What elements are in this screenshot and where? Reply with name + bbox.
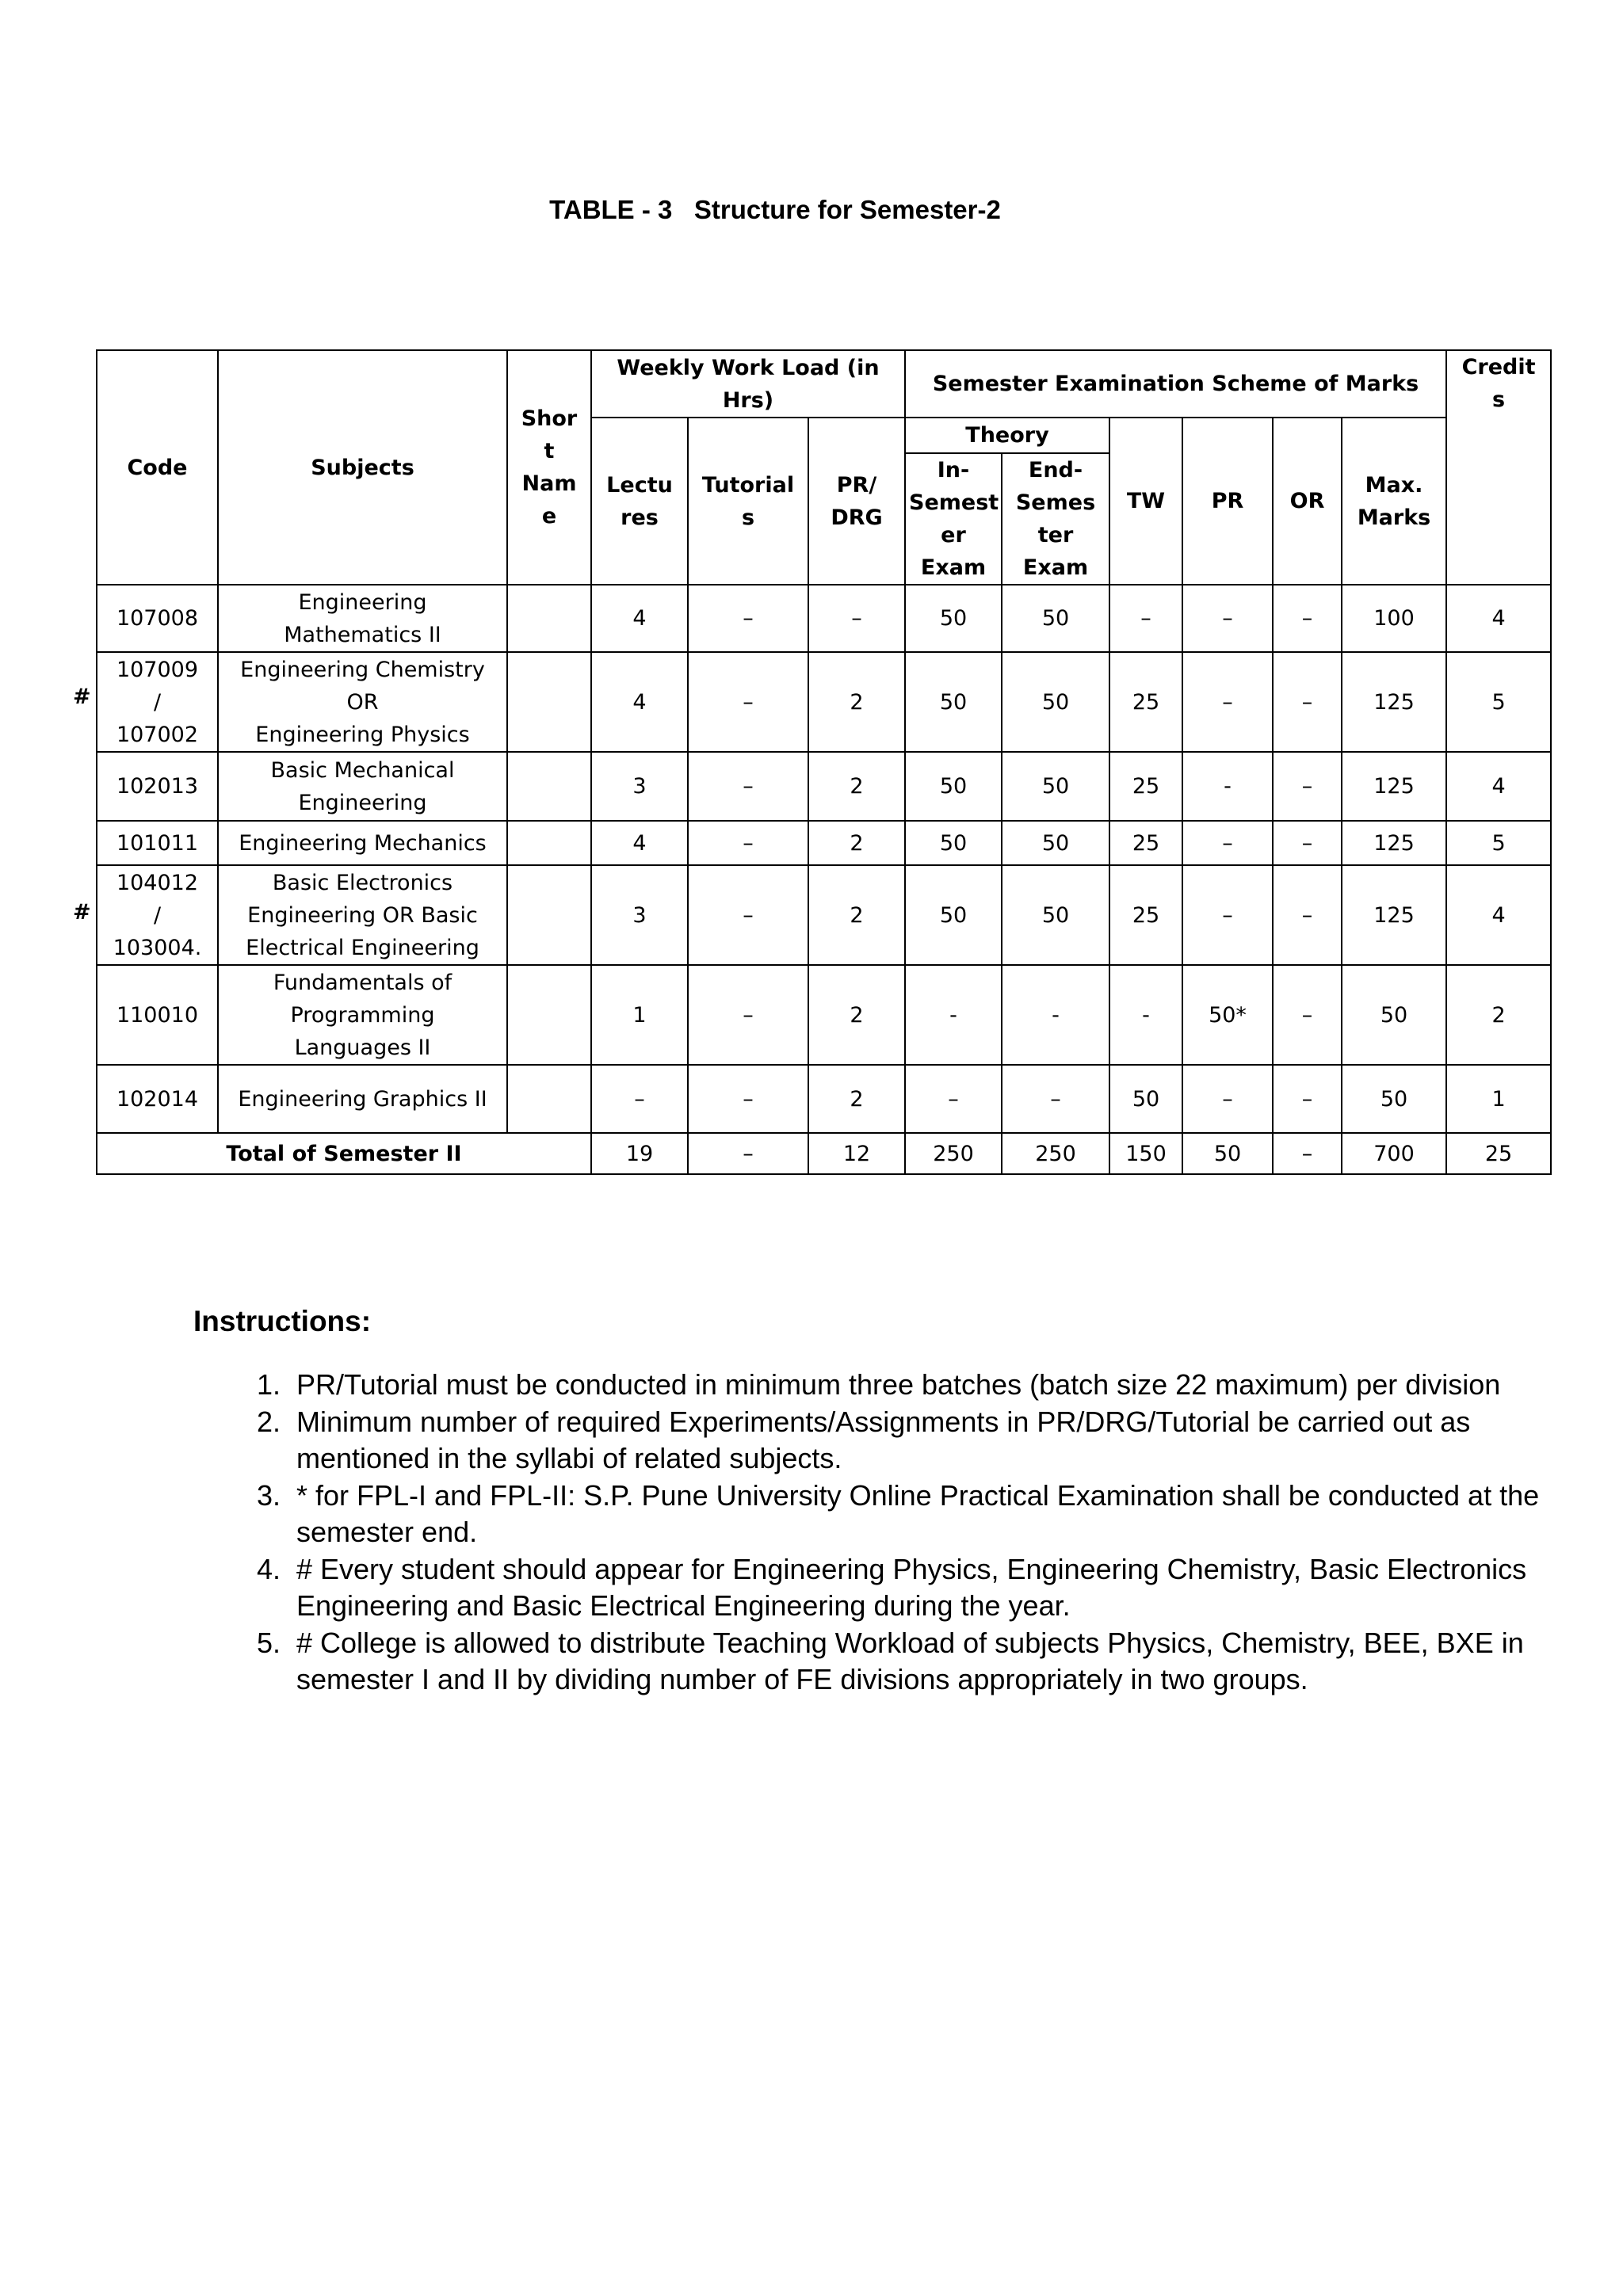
cell-pr: – [1182, 1065, 1273, 1133]
cell-code: 101011 [97, 821, 218, 865]
cell-subject: Basic Electronics Engineering OR Basic Electrical Engineering [218, 865, 507, 965]
cell-credits: 1 [1446, 1065, 1551, 1133]
cell-lectures: 4 [591, 652, 688, 752]
total-in-sem: 250 [905, 1133, 1002, 1174]
instructions-list [193, 1367, 1549, 1699]
cell-max-marks: 50 [1342, 1065, 1446, 1133]
cell-or: – [1273, 965, 1342, 1065]
cell-pr-drg: 2 [808, 965, 905, 1065]
cell-max-marks: 125 [1342, 752, 1446, 821]
cell-end-sem: 50 [1002, 821, 1109, 865]
cell-max-marks: 125 [1342, 821, 1446, 865]
cell-tutorials: – [688, 865, 808, 965]
list-item: 3. * for FPL-I and FPL-II: S.P. Pune University Online Practical Examination shall be conducted at the semester end. [288, 1478, 1549, 1551]
total-pr-drg: 12 [808, 1133, 905, 1174]
cell-credits: 5 [1446, 652, 1551, 752]
cell-or: – [1273, 752, 1342, 821]
cell-pr-drg: 2 [808, 865, 905, 965]
table-row [97, 965, 1551, 1065]
table-row [97, 1065, 1551, 1133]
total-credits: 25 [1446, 1133, 1551, 1174]
cell-subject: Engineering Mathematics II [218, 585, 507, 652]
list-item: 4. # Every student should appear for Engineering Physics, Engineering Chemistry, Basic Electronics Engineering and Basic Electrical Engineering during the year. [288, 1551, 1549, 1625]
header-code: Code [97, 350, 218, 585]
cell-short-name [507, 652, 591, 752]
total-end-sem: 250 [1002, 1133, 1109, 1174]
cell-lectures: 4 [591, 585, 688, 652]
header-subjects: Subjects [218, 350, 507, 585]
cell-or: – [1273, 865, 1342, 965]
header-tw: TW [1109, 418, 1182, 585]
page-title: TABLE - 3 Structure for Semester-2 [549, 195, 1001, 224]
cell-in-sem: – [905, 1065, 1002, 1133]
cell-credits: 4 [1446, 585, 1551, 652]
cell-lectures: 3 [591, 752, 688, 821]
cell-short-name [507, 585, 591, 652]
cell-code: 107008 [97, 585, 218, 652]
total-max-marks: 700 [1342, 1133, 1446, 1174]
semester-structure-table [96, 349, 1552, 1175]
cell-end-sem: 50 [1002, 652, 1109, 752]
cell-subject: Basic Mechanical Engineering [218, 752, 507, 821]
total-tw: 150 [1109, 1133, 1182, 1174]
cell-tw: 25 [1109, 652, 1182, 752]
header-pr: PR [1182, 418, 1273, 585]
cell-pr: – [1182, 652, 1273, 752]
cell-max-marks: 125 [1342, 652, 1446, 752]
cell-tw: 25 [1109, 752, 1182, 821]
total-lectures: 19 [591, 1133, 688, 1174]
cell-tw: 25 [1109, 865, 1182, 965]
table-row [97, 752, 1551, 821]
cell-or: – [1273, 1065, 1342, 1133]
cell-subject: Engineering Chemistry OR Engineering Physics [218, 652, 507, 752]
cell-subject: Engineering Graphics II [218, 1065, 507, 1133]
cell-max-marks: 125 [1342, 865, 1446, 965]
cell-credits: 4 [1446, 752, 1551, 821]
header-tutorials: Tutorial s [688, 418, 808, 585]
cell-pr: - [1182, 752, 1273, 821]
cell-short-name [507, 965, 591, 1065]
total-label: Total of Semester II [97, 1133, 591, 1174]
total-pr: 50 [1182, 1133, 1273, 1174]
list-item: 1. PR/Tutorial must be conducted in minimum three batches (batch size 22 maximum) per division [288, 1367, 1549, 1404]
cell-tutorials: – [688, 585, 808, 652]
header-or: OR [1273, 418, 1342, 585]
header-lectures: Lectu res [591, 418, 688, 585]
cell-tw: 50 [1109, 1065, 1182, 1133]
cell-end-sem: - [1002, 965, 1109, 1065]
cell-pr-drg: 2 [808, 752, 905, 821]
header-exam-scheme: Semester Examination Scheme of Marks [905, 350, 1446, 418]
list-item: 2. Minimum number of required Experiments/Assignments in PR/DRG/Tutorial be carried out as mentioned in the syllabi of related subjects. [288, 1404, 1549, 1478]
header-credits: Credit s [1446, 350, 1551, 585]
cell-pr: – [1182, 865, 1273, 965]
cell-end-sem: 50 [1002, 752, 1109, 821]
cell-tutorials: – [688, 1065, 808, 1133]
cell-or: – [1273, 585, 1342, 652]
cell-in-sem: 50 [905, 652, 1002, 752]
cell-short-name [507, 821, 591, 865]
cell-subject: Engineering Mechanics [218, 821, 507, 865]
cell-pr-drg: 2 [808, 1065, 905, 1133]
cell-pr-drg: – [808, 585, 905, 652]
header-weekly-workload: Weekly Work Load (in Hrs) [591, 350, 905, 418]
header-in-semester-exam: In- Semest er Exam [905, 453, 1002, 585]
header-short-name: Shor t Nam e [507, 350, 591, 585]
total-row [97, 1133, 1551, 1174]
cell-code: 102014 [97, 1065, 218, 1133]
cell-credits: 5 [1446, 821, 1551, 865]
cell-tw: 25 [1109, 821, 1182, 865]
row-marker: # [73, 900, 91, 925]
cell-lectures: 4 [591, 821, 688, 865]
cell-pr-drg: 2 [808, 652, 905, 752]
cell-lectures: 1 [591, 965, 688, 1065]
header-pr-drg: PR/ DRG [808, 418, 905, 585]
row-marker: # [73, 685, 91, 709]
total-or: – [1273, 1133, 1342, 1174]
cell-short-name [507, 865, 591, 965]
cell-tutorials: – [688, 752, 808, 821]
cell-code: 110010 [97, 965, 218, 1065]
cell-in-sem: 50 [905, 585, 1002, 652]
table-row [97, 821, 1551, 865]
cell-pr: – [1182, 821, 1273, 865]
cell-tutorials: – [688, 965, 808, 1065]
cell-end-sem: – [1002, 1065, 1109, 1133]
header-max-marks: Max. Marks [1342, 418, 1446, 585]
total-tutorials: – [688, 1133, 808, 1174]
cell-tw: – [1109, 585, 1182, 652]
table-row [97, 865, 1551, 965]
header-end-semester-exam: End- Semes ter Exam [1002, 453, 1109, 585]
cell-max-marks: 50 [1342, 965, 1446, 1065]
cell-end-sem: 50 [1002, 865, 1109, 965]
cell-code: 107009 / 107002 [97, 652, 218, 752]
header-theory: Theory [905, 418, 1109, 453]
cell-pr: – [1182, 585, 1273, 652]
table-row [97, 652, 1551, 752]
cell-pr: 50* [1182, 965, 1273, 1065]
cell-or: – [1273, 652, 1342, 752]
cell-in-sem: 50 [905, 752, 1002, 821]
cell-or: – [1273, 821, 1342, 865]
cell-end-sem: 50 [1002, 585, 1109, 652]
cell-tutorials: – [688, 821, 808, 865]
cell-credits: 4 [1446, 865, 1551, 965]
cell-in-sem: 50 [905, 865, 1002, 965]
cell-short-name [507, 752, 591, 821]
list-item: 5. # College is allowed to distribute Teaching Workload of subjects Physics, Chemistry, BEE, BXE in semester I and II by dividing number of FE divisions appropriately in two groups. [288, 1625, 1549, 1699]
cell-subject: Fundamentals of Programming Languages II [218, 965, 507, 1065]
cell-max-marks: 100 [1342, 585, 1446, 652]
cell-pr-drg: 2 [808, 821, 905, 865]
cell-lectures: 3 [591, 865, 688, 965]
cell-short-name [507, 1065, 591, 1133]
instructions-heading: Instructions: [193, 1305, 372, 1337]
table-row [97, 585, 1551, 652]
cell-tutorials: – [688, 652, 808, 752]
cell-lectures: – [591, 1065, 688, 1133]
cell-in-sem: - [905, 965, 1002, 1065]
cell-code: 102013 [97, 752, 218, 821]
cell-code: 104012 / 103004. [97, 865, 218, 965]
cell-in-sem: 50 [905, 821, 1002, 865]
cell-tw: - [1109, 965, 1182, 1065]
cell-credits: 2 [1446, 965, 1551, 1065]
